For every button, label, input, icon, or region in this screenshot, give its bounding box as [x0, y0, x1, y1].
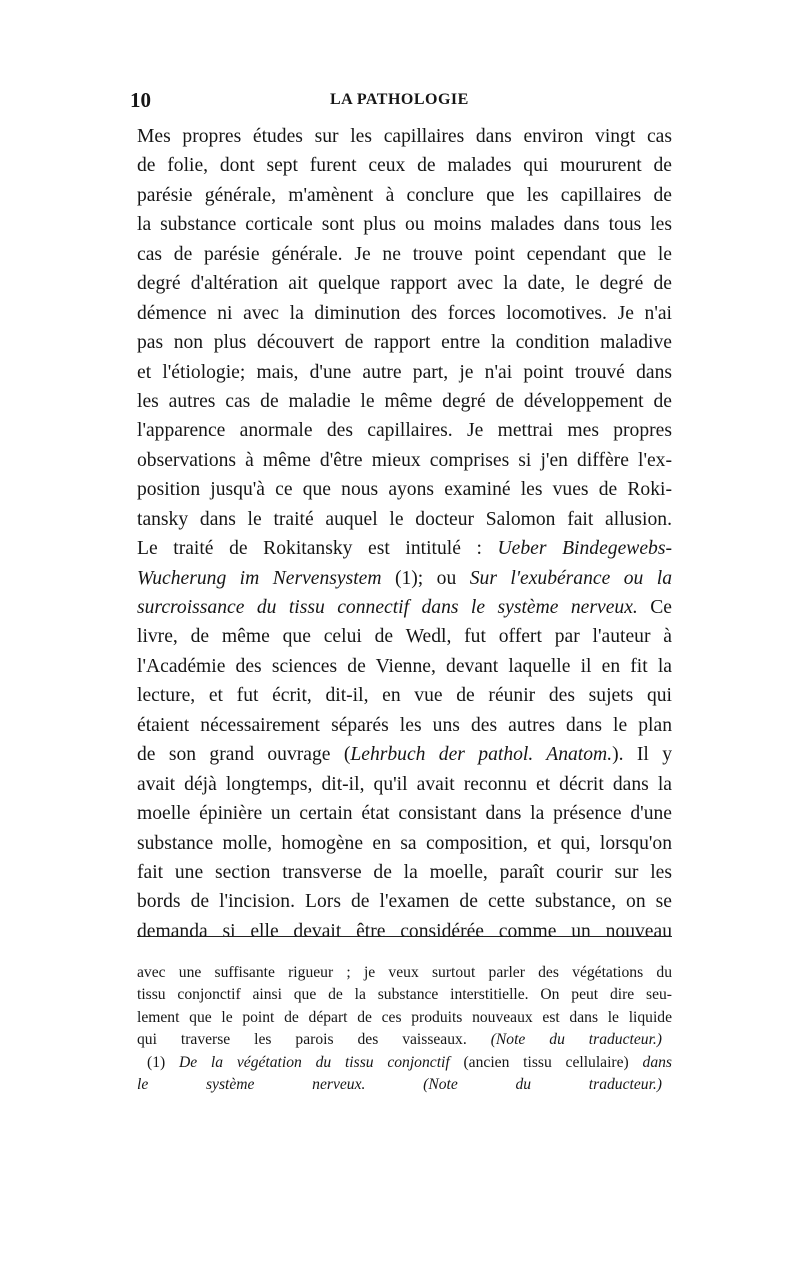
footnotes — [137, 962, 672, 1096]
body-line: les autres cas de maladie le même degré de développement de — [137, 390, 672, 412]
body-line: degré d'altération ait quelque rapport avec la date, le degré de — [137, 273, 672, 295]
footnote-line: avec une suffisante rigueur ; je veux surtout parler des végétations du — [137, 964, 672, 981]
running-title: LA PATHOLOGIE — [330, 91, 469, 108]
body-line-text: Le traité de Rokitansky est intitulé : — [137, 538, 498, 560]
body-line: pas non plus découvert de rapport entre la condition maladive — [137, 332, 672, 354]
body-line: parésie générale, m'amènent à conclure que les capillaires de — [137, 184, 672, 206]
body-line-text: Ce — [637, 597, 672, 618]
body-line: avait déjà longtemps, dit-il, qu'il avait reconnu et décrit dans la — [137, 773, 672, 795]
body-line — [137, 534, 672, 563]
footnote-line — [137, 1074, 672, 1096]
body-line: livre, de même que celui de Wedl, fut offert par l'auteur à — [137, 626, 672, 648]
body-line: demanda si elle devait être considérée comme un nouveau — [137, 920, 672, 942]
body-line: observations à même d'être mieux comprises si j'en diffère l'ex- — [137, 449, 672, 471]
translated-title-italic: surcroissance du tissu connectif dans le système nerveux. — [137, 597, 638, 618]
body-line — [137, 564, 672, 593]
body-line: position jusqu'à ce que nous ayons examiné les vues de Roki- — [137, 479, 672, 501]
body-line-text: (1); ou — [381, 567, 470, 589]
footnote-title-italic: dans — [642, 1053, 672, 1071]
body-line: démence ni avec la diminution des forces locomotives. Je n'ai — [137, 302, 672, 324]
footnote-line: tissu conjonctif ainsi que de la substance interstitielle. On peut dire seu- — [137, 986, 672, 1004]
body-line-text: ). Il y — [612, 744, 672, 766]
body-line: cas de parésie générale. Je ne trouve point cependant que le — [137, 243, 672, 265]
body-text — [137, 122, 672, 946]
body-line: substance molle, homogène en sa composition, et qui, lorsqu'on — [137, 832, 672, 854]
footnote-line — [137, 1052, 672, 1074]
body-line — [137, 593, 672, 622]
footnote-separator — [137, 936, 672, 937]
body-line: Mes propres études sur les capillaires dans environ vingt cas — [137, 126, 672, 147]
footnote-title-italic: le système nerveux. — [137, 1075, 366, 1093]
body-line: bords de l'incision. Lors de l'examen de cette substance, on se — [137, 891, 672, 913]
body-line: l'apparence anormale des capillaires. Je mettrai mes propres — [137, 420, 672, 442]
translator-note: (Note du traducteur.) — [423, 1075, 662, 1093]
footnote-marker: (1) — [147, 1053, 179, 1071]
page-number: 10 — [130, 88, 151, 112]
body-line — [137, 740, 672, 769]
body-line: lecture, et fut écrit, dit-il, en vue de réunir des sujets qui — [137, 685, 672, 707]
body-line: moelle épinière un certain état consistant dans la présence d'une — [137, 803, 672, 825]
body-line: l'Académie des sciences de Vienne, devant laquelle il en fit la — [137, 655, 672, 677]
footnote-text: (ancien tissu cellulaire) — [449, 1053, 643, 1071]
body-line: tansky dans le traité auquel le docteur Salomon fait allusion. — [137, 508, 672, 530]
body-line: fait une section transverse de la moelle, paraît courir sur les — [137, 861, 672, 883]
footnote-line — [137, 1029, 672, 1051]
book-title-italic: Lehrbuch der pathol. Anatom. — [350, 744, 613, 766]
body-line: la substance corticale sont plus ou moins malades dans tous les — [137, 214, 672, 236]
translated-title-italic: Sur l'exubérance ou la — [469, 567, 672, 589]
body-line: de folie, dont sept furent ceux de malades qui moururent de — [137, 155, 672, 177]
footnote-title-italic: De la végétation du tissu conjonctif — [178, 1053, 450, 1071]
body-line: et l'étiologie; mais, d'une autre part, je n'ai point trouvé dans — [137, 361, 672, 383]
page-header — [130, 88, 675, 118]
book-title-italic: Wucherung im Nervensystem — [137, 567, 382, 589]
body-line-text: de son grand ouvrage ( — [137, 744, 351, 766]
footnote-text: qui traverse les parois des vaisseaux. — [137, 1031, 467, 1049]
body-line: étaient nécessairement séparés les uns des autres dans le plan — [137, 714, 672, 736]
book-title-italic: Ueber Bindegewebs- — [497, 538, 672, 560]
translator-note: (Note du traducteur.) — [490, 1031, 663, 1049]
footnote-line: lement que le point de départ de ces produits nouveaux est dans le liquide — [137, 1008, 672, 1026]
